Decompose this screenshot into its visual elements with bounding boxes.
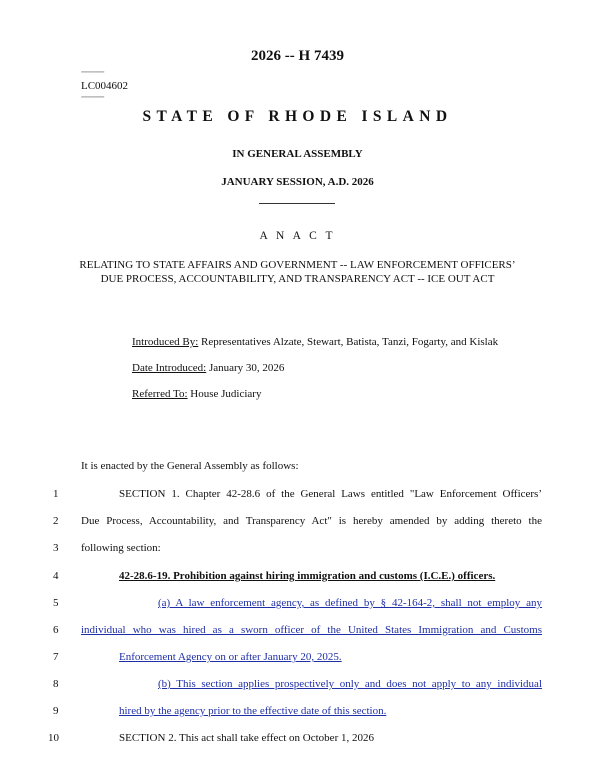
act-title: RELATING TO STATE AFFAIRS AND GOVERNMENT -- LAW ENFORCEMENT OFFICERS’ DUE PROCESS, ACCOUNTABILITY, AND TRANSPARENCY ACT -- ICE OUT ACT [79, 259, 516, 285]
divider-rule [259, 203, 335, 204]
line-number: 1 [53, 488, 59, 500]
inserted-text: hired by the agency prior to the effective date of this section. [119, 705, 387, 717]
inserted-text: (b) This section applies prospectively only and does not apply to any individual [158, 678, 542, 690]
enacting-clause: It is enacted by the General Assembly as follows: [81, 460, 299, 472]
body-line: following section: [81, 542, 161, 554]
line-number: 3 [53, 542, 59, 554]
line-number: 10 [48, 732, 59, 744]
introduced-by [132, 336, 498, 348]
body-line: SECTION 1. Chapter 42-28.6 of the General Laws entitled "Law Enforcement Officers’ [119, 488, 542, 500]
inserted-text: (a) A law enforcement agency, as defined by § 42-164-2, shall not employ any [158, 597, 542, 609]
introduced-label: Introduced By: [132, 336, 199, 348]
separator-bottom: ======== [81, 95, 105, 101]
section-heading: 42-28.6-19. Prohibition against hiring immigration and customs (I.C.E.) officers. [119, 570, 496, 582]
act-label: A N A C T [259, 230, 336, 242]
referred-label: Referred To: [132, 388, 188, 400]
body-line: Due Process, Accountability, and Transparency Act" is hereby amended by adding thereto the [81, 515, 542, 527]
introduced-value: Representatives Alzate, Stewart, Batista, Tanzi, Fogarty, and Kislak [198, 336, 499, 348]
date-value: January 30, 2026 [206, 362, 285, 374]
separator-top: ======== [81, 70, 105, 76]
line-number: 2 [53, 515, 59, 527]
state-heading: STATE OF RHODE ISLAND [142, 108, 453, 125]
line-number: 9 [53, 705, 59, 717]
assembly-heading: IN GENERAL ASSEMBLY [232, 148, 363, 160]
session-heading: JANUARY SESSION, A.D. 2026 [221, 176, 374, 188]
line-number: 7 [53, 651, 59, 663]
date-label: Date Introduced: [132, 362, 207, 374]
line-number: 4 [53, 570, 59, 582]
date-introduced [132, 362, 284, 374]
bill-number: 2026 -- H 7439 [251, 48, 344, 64]
inserted-text: individual who was hired as a sworn officer of the United States Immigration and Customs [81, 624, 542, 636]
line-number: 8 [53, 678, 59, 690]
body-line: SECTION 2. This act shall take effect on October 1, 2026 [119, 732, 374, 744]
referred-value: House Judiciary [187, 388, 262, 400]
referred-to [132, 388, 261, 400]
inserted-text: Enforcement Agency on or after January 20, 2025. [119, 651, 342, 663]
lc-number: LC004602 [81, 80, 129, 92]
line-number: 5 [53, 597, 59, 609]
line-number: 6 [53, 624, 59, 636]
